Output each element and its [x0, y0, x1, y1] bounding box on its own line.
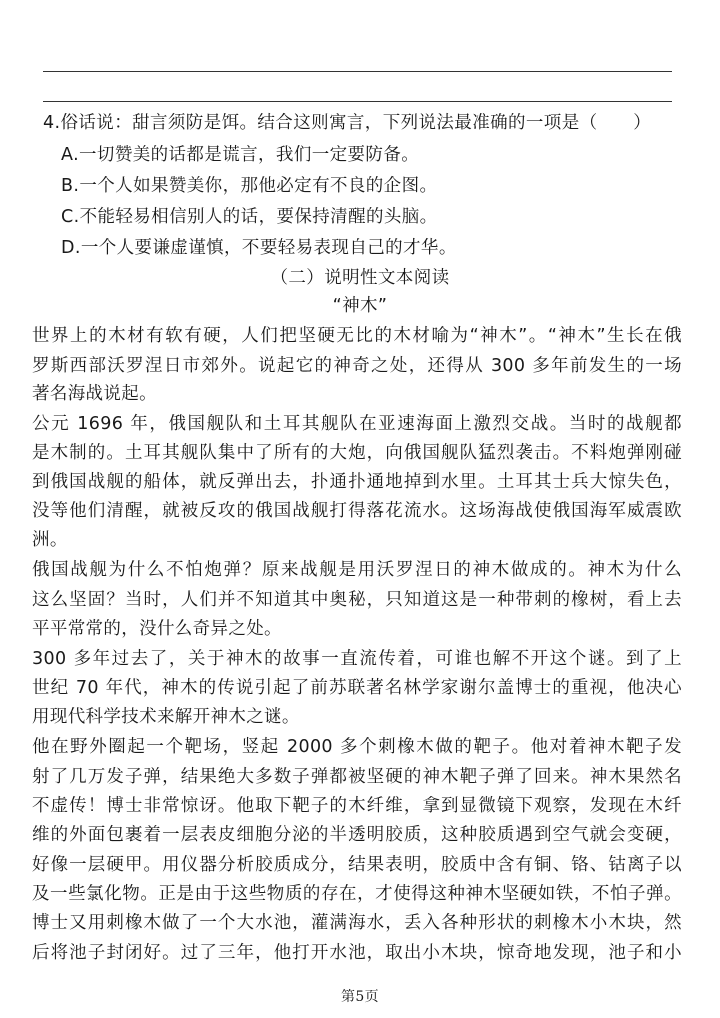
paragraph-line: 及一些氯化物。正是由于这些物质的存在，才使得这种神木坚硬如铁，不怕子弹。: [32, 884, 682, 904]
option-d: D.一个人要谦虚谨慎，不要轻易表现自己的才华。: [61, 238, 457, 258]
paragraph-line: 罗斯西部沃罗涅日市郊外。说起它的神奇之处，还得从 300 多年前发生的一场: [32, 356, 682, 376]
question-stem: 4.俗话说：甜言须防是饵。结合这则寓言，下列说法最准确的一项是（ ）: [43, 113, 652, 133]
section-title: （二）说明性文本阅读: [270, 268, 450, 288]
paragraph-line: 洲。: [32, 530, 68, 550]
option-b: B.一个人如果赞美你，那他必定有不良的企图。: [61, 176, 438, 196]
paragraph-line: 维的外面包裹着一层表皮细胞分泌的半透明胶质，这种胶质遇到空气就会变硬，: [32, 825, 682, 845]
paragraph-line: 用现代科学技术来解开神木之谜。: [32, 707, 300, 727]
paragraph-line: 世纪 70 年代，神木的传说引起了前苏联著名林学家谢尔盖博士的重视，他决心: [32, 678, 682, 698]
paragraph-line: 是木制的。土耳其舰队集中了所有的大炮，向俄国舰队猛烈袭击。不料炮弹刚碰: [32, 443, 682, 463]
paragraph-line: 没等他们清醒，就被反攻的俄国战舰打得落花流水。这场海战使俄国海军威震欧: [32, 501, 682, 521]
paragraph-line: 平平常常的，没什么奇异之处。: [32, 619, 282, 639]
page-number: 第5页: [340, 989, 380, 1005]
paragraph-line: 到俄国战舰的船体，就反弹出去，扑通扑通地掉到水里。土耳其士兵大惊失色，: [32, 472, 682, 492]
paragraph-line: 射了几万发子弹，结果绝大多数子弹都被坚硬的神木靶子弹了回来。神木果然名: [32, 767, 682, 787]
paragraph-line: 俄国战舰为什么不怕炮弹？原来战舰是用沃罗涅日的神木做成的。神木为什么: [32, 560, 682, 580]
paragraph-line: 著名海战说起。: [32, 384, 157, 404]
paragraph-line: 他在野外圈起一个靶场，竖起 2000 多个刺橡木做的靶子。他对着神木靶子发: [32, 737, 682, 757]
answer-line: [43, 101, 672, 102]
paragraph-line: 好像一层硬甲。用仪器分析胶质成分，结果表明，胶质中含有铜、铬、钴离子以: [32, 855, 682, 875]
paragraph-line: 后将池子封闭好。过了三年，他打开水池，取出小木块，惊奇地发现，池子和小: [32, 943, 682, 963]
paragraph-line: 这么坚固？当时，人们并不知道其中奥秘，只知道这是一种带刺的橡树，看上去: [32, 590, 682, 610]
option-a: A.一切赞美的话都是谎言，我们一定要防备。: [61, 145, 420, 165]
option-c: C.不能轻易相信别人的话，要保持清醒的头脑。: [61, 207, 438, 227]
paragraph-line: 世界上的木材有软有硬，人们把坚硬无比的木材喻为“神木”。“神木”生长在俄: [32, 326, 682, 346]
paragraph-line: 公元 1696 年，俄国舰队和土耳其舰队在亚速海面上激烈交战。当时的战舰都: [32, 414, 682, 434]
paragraph-line: 300 多年过去了，关于神木的故事一直流传着，可谁也解不开这个谜。到了上: [32, 649, 682, 669]
paragraph-line: 不虚传！博士非常惊讶。他取下靶子的木纤维，拿到显微镜下观察，发现在木纤: [32, 796, 682, 816]
article-title: “神木”: [332, 296, 388, 316]
answer-line: [43, 71, 672, 72]
paragraph-line: 博士又用刺橡木做了一个大水池，灌满海水，丢入各种形状的刺橡木小木块，然: [32, 913, 682, 933]
